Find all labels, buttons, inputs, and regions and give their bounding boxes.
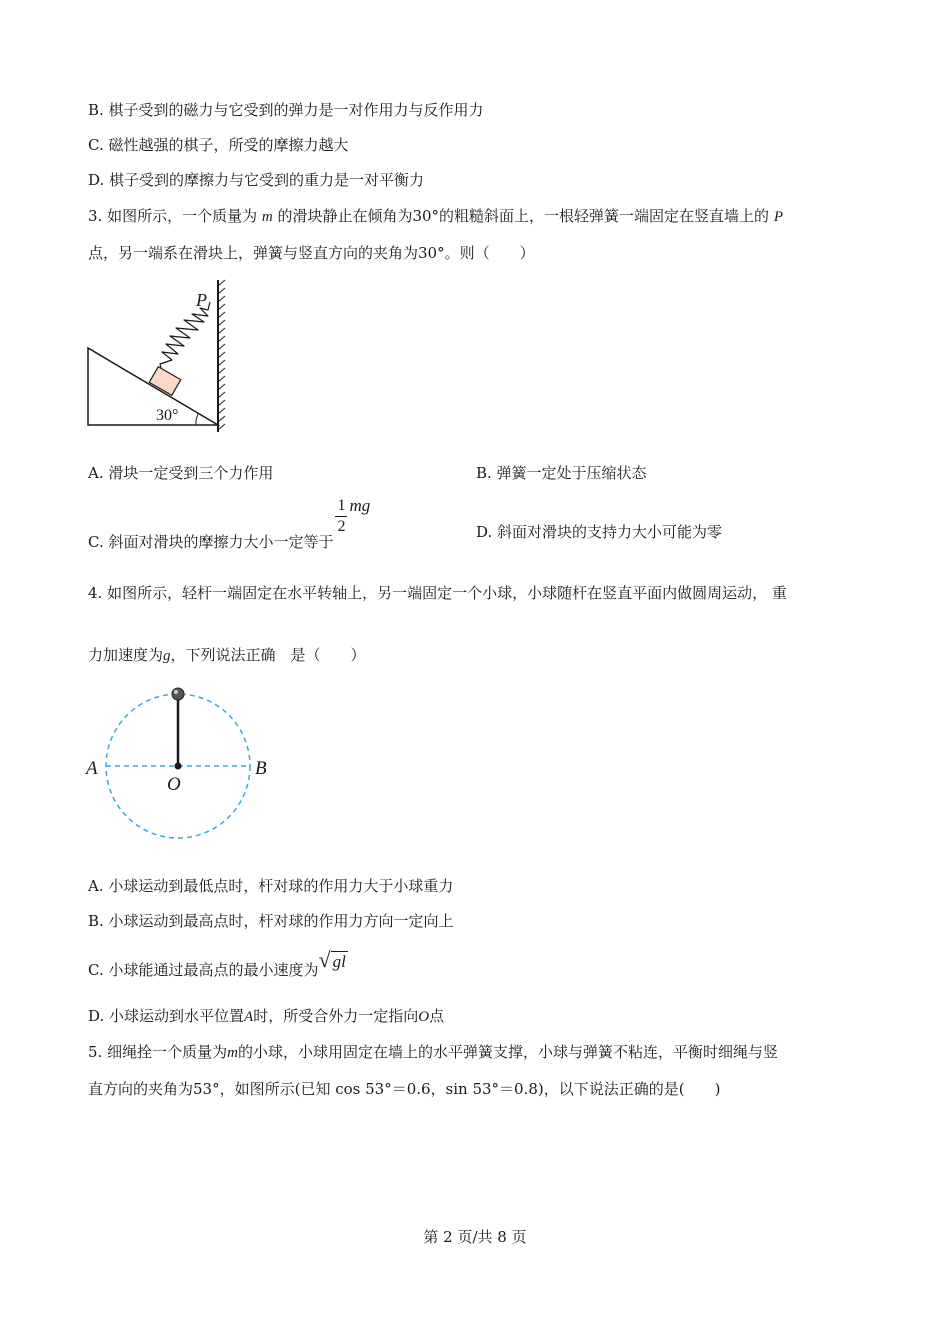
q3-option-d: D. 斜面对滑块的支持力大小可能为零 (476, 523, 723, 541)
label-angle-30: 30° (156, 407, 179, 424)
q4-option-b: B. 小球运动到最高点时，杆对球的作用力方向一定向上 (88, 912, 454, 930)
label-o: O (167, 774, 181, 795)
q3-stem-line1: 3. 如图所示，一个质量为 m 的滑块静止在倾角为30°的粗糙斜面上，一根轻弹簧一端固定在竖直墙上的 P (88, 207, 784, 225)
wall-hatching (218, 280, 225, 430)
small-ball (172, 688, 184, 700)
label-a: A (86, 758, 98, 779)
label-p: P (196, 290, 207, 310)
q2-option-d: D. 棋子受到的摩擦力与它受到的重力是一对平衡力 (88, 171, 425, 189)
q4-option-a: A. 小球运动到最低点时，杆对球的作用力大于小球重力 (88, 877, 454, 895)
spring (160, 302, 210, 372)
q4-option-c: C. 小球能通过最高点的最小速度为√ gl (88, 947, 346, 979)
q3-option-b: B. 弹簧一定处于压缩状态 (476, 464, 647, 482)
q4-stem-line2: 力加速度为g，下列说法正确 是（ ） (88, 646, 366, 664)
slider-block (149, 367, 181, 396)
axis-point-o (175, 763, 182, 770)
angle-arc (196, 414, 198, 425)
q2-option-c: C. 磁性越强的棋子，所受的摩擦力越大 (88, 136, 349, 154)
q4-circle-figure (86, 684, 286, 844)
q5-stem-line2: 直方向的夹角为53°，如图所示(已知 cos 53°＝0.6，sin 53°＝0.8)，以下说法正确的是( ) (88, 1080, 721, 1098)
q3-stem-line2: 点，另一端系在滑块上，弹簧与竖直方向的夹角为30°。则（ ） (88, 244, 535, 262)
fraction-one-half: $\frac{1}{2}$ (337, 497, 346, 535)
label-b: B (255, 758, 267, 779)
q4-stem-line1: 4. 如图所示，轻杆一端固定在水平转轴上，另一端固定一个小球，小球随杆在竖直平面内做圆周运动， 重 (88, 584, 787, 602)
q3-option-a: A. 滑块一定受到三个力作用 (88, 464, 274, 482)
q5-stem-line1: 5. 细绳拴一个质量为m的小球，小球用固定在墙上的水平弹簧支撑，小球与弹簧不粘连，平衡时细绳与竖 (88, 1043, 778, 1061)
q3-incline-figure (80, 280, 240, 440)
q3-option-c: C. 斜面对滑块的摩擦力大小一定等于 $\frac{1}{2}$ mg (88, 495, 371, 551)
q2-option-b: B. 棋子受到的磁力与它受到的弹力是一对作用力与反作用力 (88, 101, 484, 119)
incline-triangle (88, 348, 218, 425)
q4-option-d: D. 小球运动到水平位置A时，所受合外力一定指向O点 (88, 1007, 445, 1025)
square-root-gl: √ gl (318, 947, 346, 972)
page-number-footer: 第 2 页/共 8 页 (423, 1228, 527, 1246)
